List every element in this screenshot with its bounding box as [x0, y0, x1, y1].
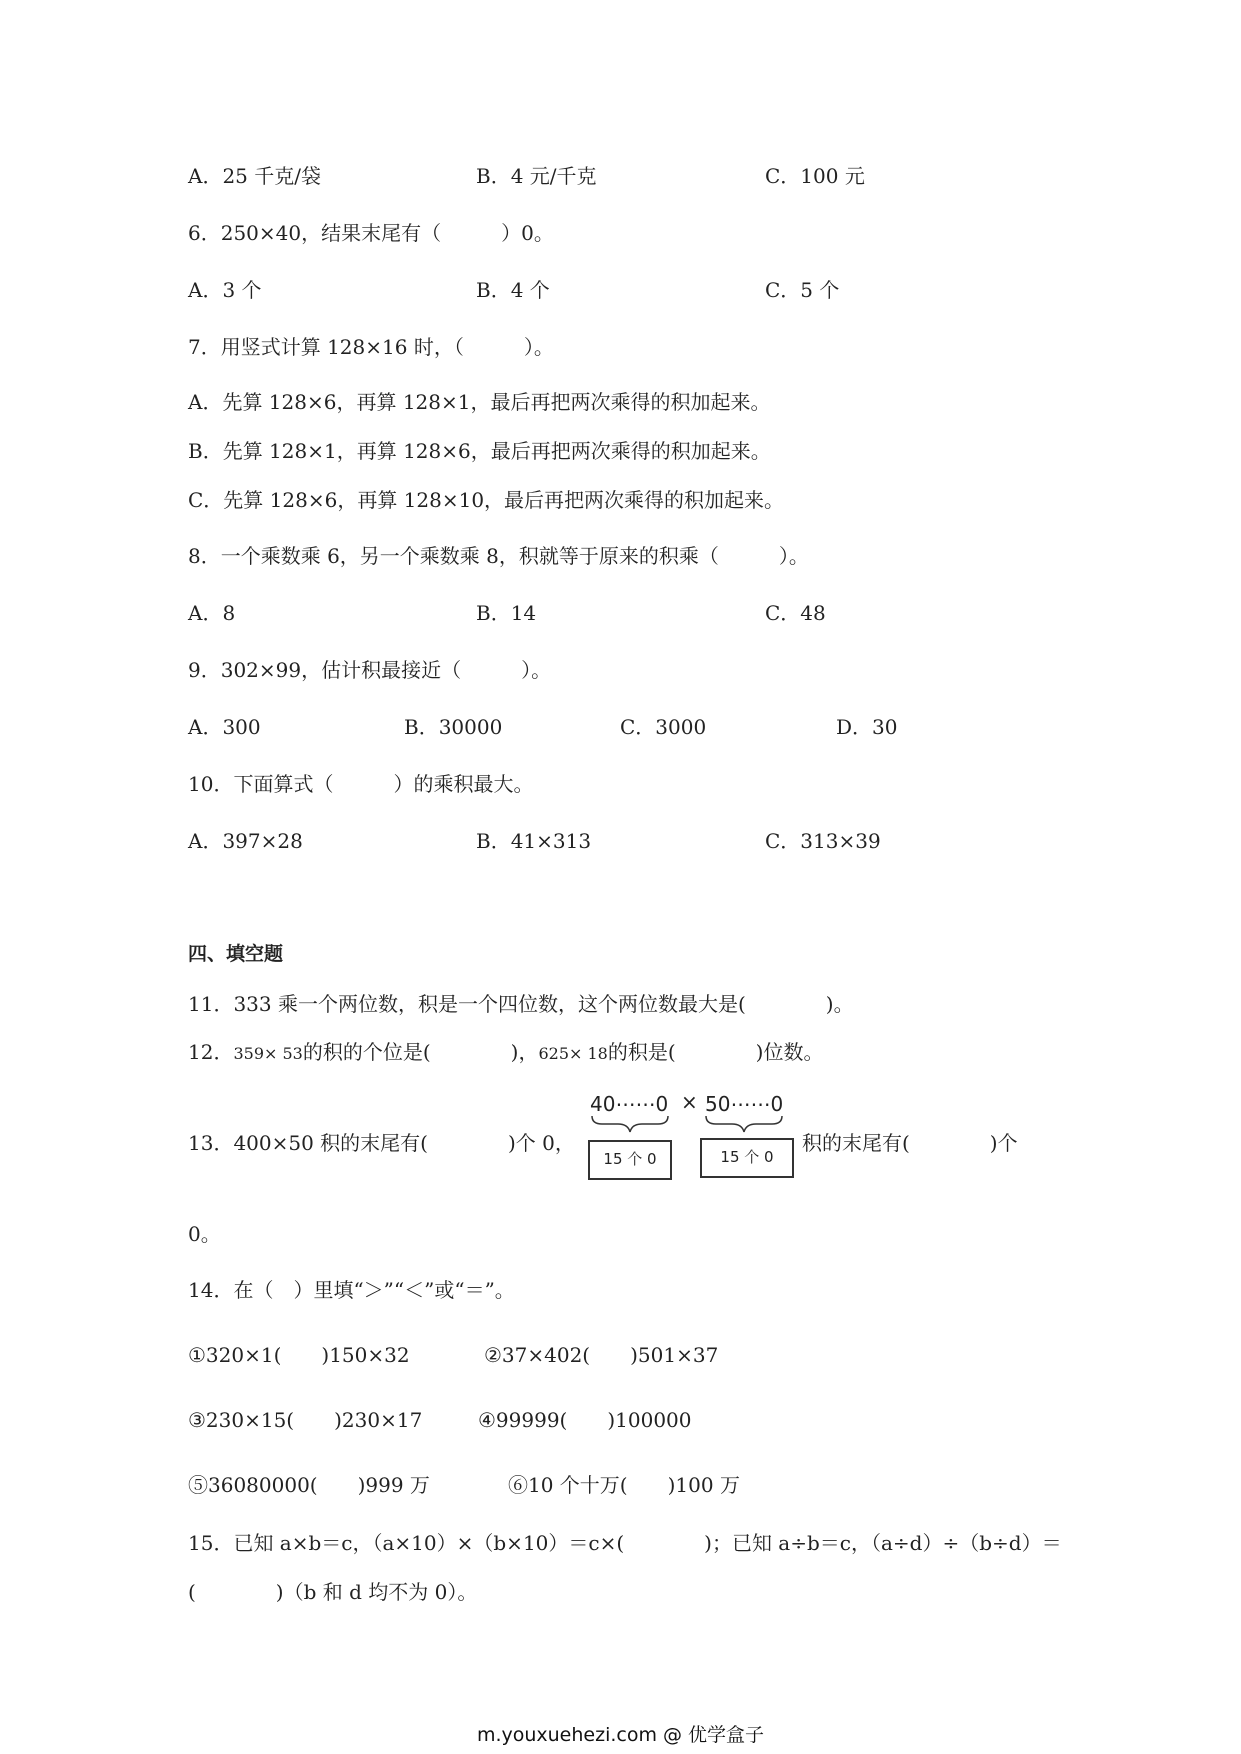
q13-right-number: 50⋯⋯0 [705, 1092, 784, 1116]
q7-option-a: A．先算 128×6，再算 128×1，最后再把两次乘得的积加起来。 [188, 390, 771, 414]
q14-item-2: ②37×402( )501×37 [484, 1343, 719, 1367]
q5-option-a: A．25 千克/袋 [188, 164, 321, 188]
q7-option-c: C．先算 128×6，再算 128×10，最后再把两次乘得的积加起来。 [188, 488, 785, 512]
q13-right-box: 15 个 0 [700, 1138, 794, 1178]
q5-option-b: B．4 元/千克 [476, 164, 597, 188]
q10-option-b: B．41×313 [476, 829, 592, 853]
q13-left-brace [592, 1116, 668, 1132]
q11-text: 11．333 乘一个两位数，积是一个四位数，这个两位数最大是( )。 [188, 992, 854, 1016]
q12-text1: 的积的个位是( )， [302, 1040, 539, 1064]
q6-stem: 6．250×40，结果末尾有（ ）0。 [188, 221, 554, 245]
q9-option-d: D．30 [836, 715, 898, 739]
q6-option-b: B．4 个 [476, 278, 550, 302]
q15-line-2: ( )（b 和 d 均不为 0）。 [188, 1580, 478, 1604]
q15-line-1: 15．已知 a×b＝c，（a×10）×（b×10）＝c×( )；已知 a÷b＝c，（a÷d）÷（b÷d）＝ [188, 1531, 1062, 1555]
q12-expr2: 625× 18 [538, 1044, 608, 1063]
q14-item-6: ⑥10 个十万( )100 万 [508, 1473, 740, 1497]
q6-option-a: A．3 个 [188, 278, 262, 302]
q13-left-number: 40⋯⋯0 [590, 1092, 669, 1116]
q13-text-1: 13．400×50 积的末尾有( )个 0， [188, 1131, 575, 1155]
q10-option-a: A．397×28 [188, 829, 303, 853]
q5-option-c: C．100 元 [765, 164, 865, 188]
q14-item-4: ④99999( )100000 [478, 1408, 692, 1432]
q13-right-brace [706, 1116, 782, 1132]
q12-line [188, 1039, 823, 1067]
q14-item-1: ①320×1( )150×32 [188, 1343, 410, 1367]
q9-stem: 9．302×99，估计积最接近（ ）。 [188, 658, 552, 682]
q14-item-5: ⑤36080000( )999 万 [188, 1473, 430, 1497]
q14-item-3: ③230×15( )230×17 [188, 1408, 423, 1432]
footer-watermark: m.youxuehezi.com @ 优学盒子 [476, 1724, 765, 1746]
q12-number: 12． [188, 1040, 234, 1064]
q13-text-3: 0。 [188, 1222, 221, 1246]
q14-stem: 14．在（ ）里填“＞”“＜”或“＝”。 [188, 1278, 515, 1302]
q9-option-b: B．30000 [404, 715, 503, 739]
q13-brace-lines [590, 1114, 790, 1136]
q12-text2: 的积是( )位数。 [607, 1040, 824, 1064]
q8-option-a: A．8 [188, 601, 236, 625]
q8-option-c: C．48 [765, 601, 826, 625]
q13-left-box: 15 个 0 [588, 1140, 672, 1180]
q8-stem: 8．一个乘数乘 6，另一个乘数乘 8，积就等于原来的积乘（ ）。 [188, 544, 809, 568]
q13-text-2: 积的末尾有( )个 [802, 1131, 1018, 1155]
q7-stem: 7．用竖式计算 128×16 时，（ ）。 [188, 335, 554, 359]
q6-option-c: C．5 个 [765, 278, 840, 302]
q9-option-a: A．300 [188, 715, 261, 739]
section-heading: 四、填空题 [188, 943, 284, 965]
q12-expr1: 359× 53 [233, 1044, 303, 1063]
q13-times-sign: × [681, 1090, 698, 1114]
q10-stem: 10．下面算式（ ）的乘积最大。 [188, 772, 534, 796]
q7-option-b: B．先算 128×1，再算 128×6，最后再把两次乘得的积加起来。 [188, 439, 771, 463]
q10-option-c: C．313×39 [765, 829, 881, 853]
q8-option-b: B．14 [476, 601, 537, 625]
q9-option-c: C．3000 [620, 715, 707, 739]
